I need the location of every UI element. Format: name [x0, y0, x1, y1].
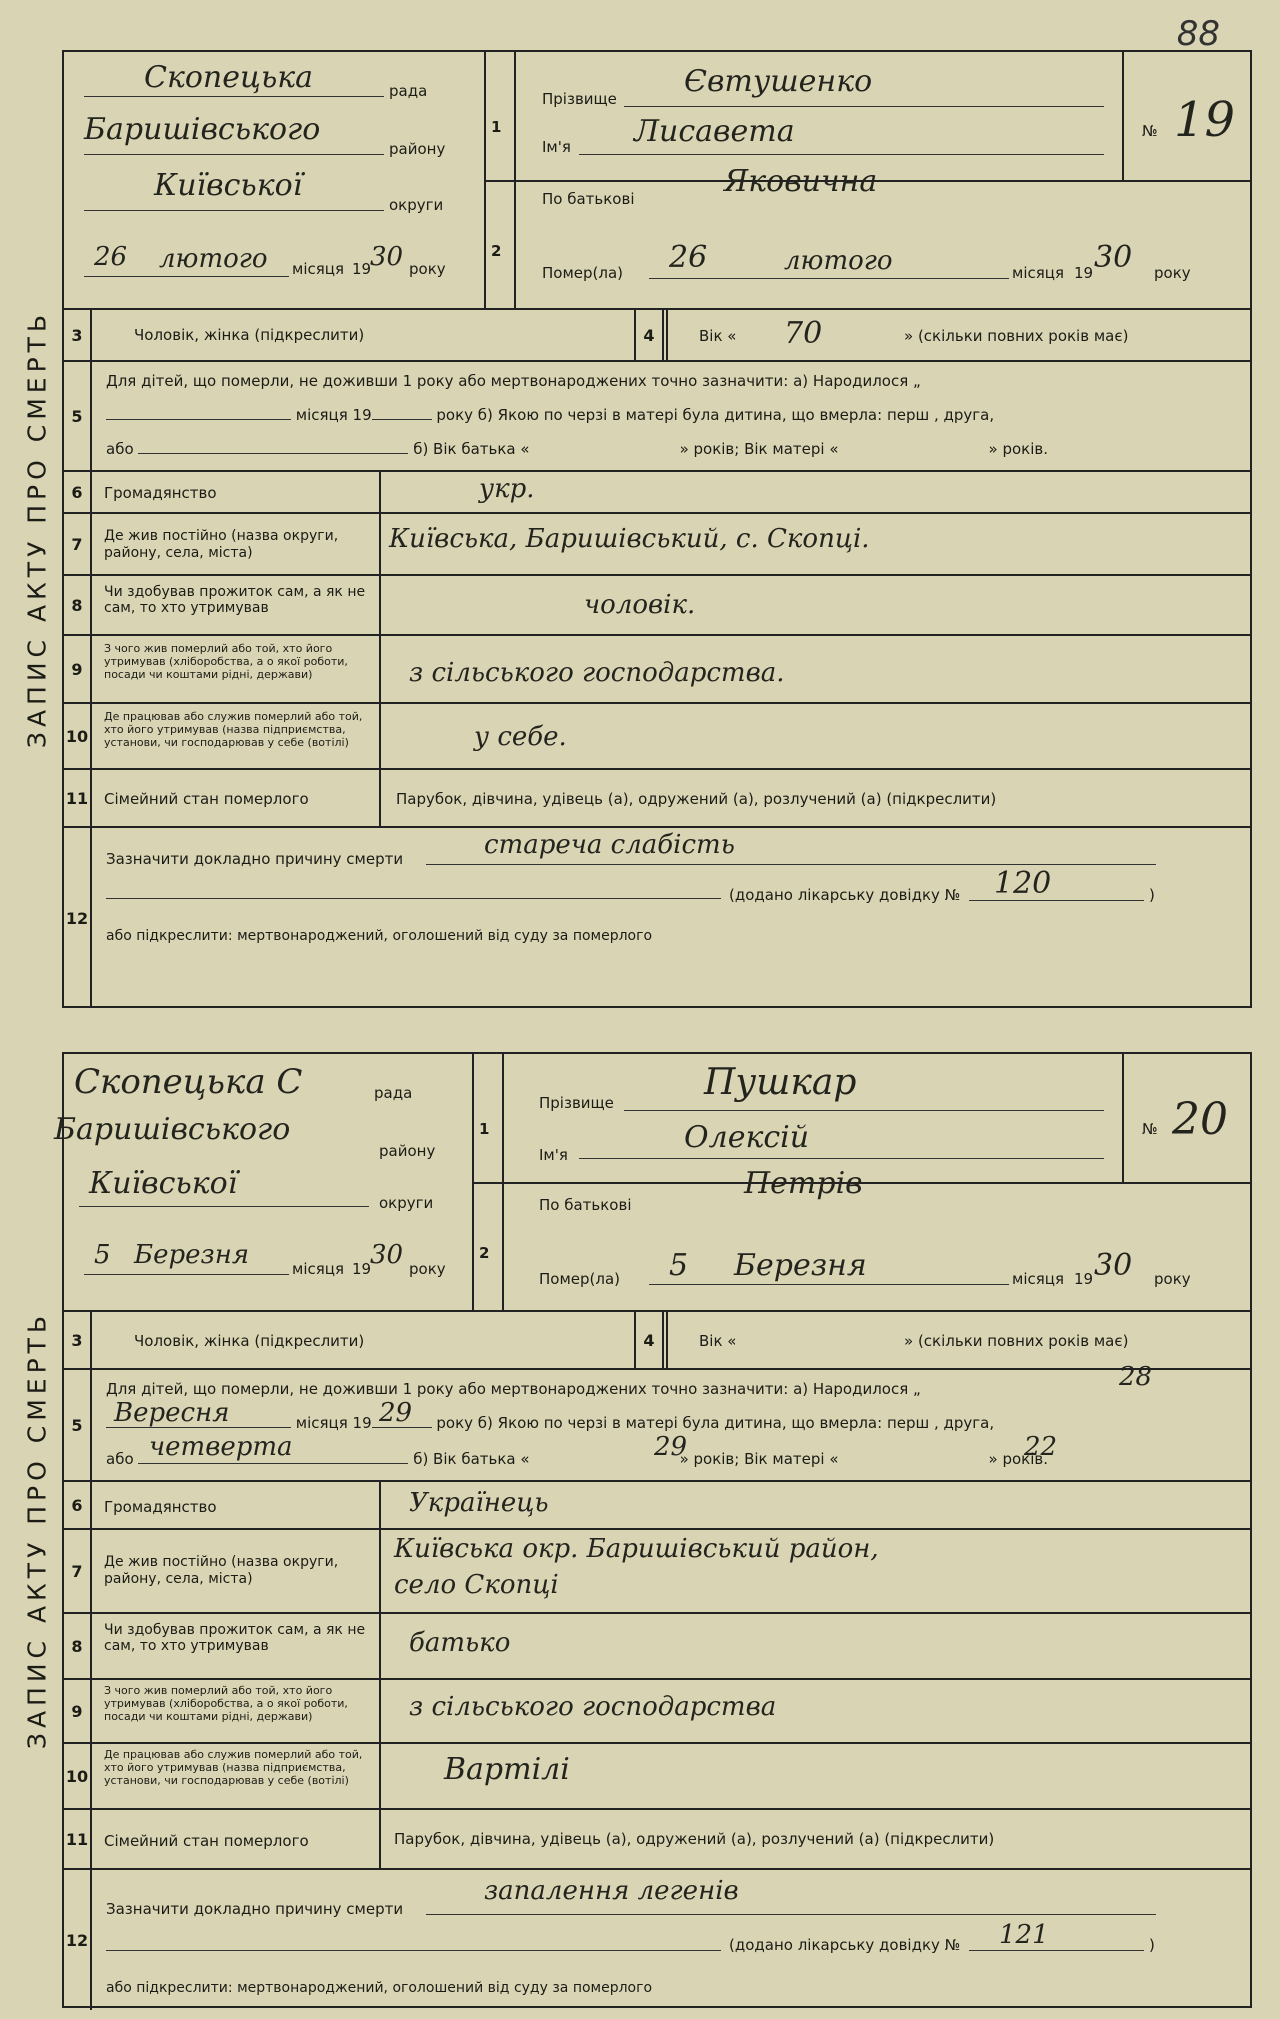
father-age: 29	[654, 1432, 688, 1462]
death-record-form-2	[12, 1052, 1252, 2008]
row-7-residence: 7 Де жив постійно (назва округи, району, села, міста) Київська окр. Баришівський район, село Скопці	[64, 1530, 1250, 1614]
row-11-marital: 11 Сімейний стан померлого Парубок, дівчина, удівець (а), одружений (а), розлучений (а) (підкреслити)	[64, 770, 1250, 828]
row-12-cause: 12 Зазначити докладно причину смерти запалення легенів (додано лікарську довідку № 121 ) або підкреслити: мертвонароджений, оголошений від суду за померлого	[64, 1870, 1250, 2010]
death-record-form-1	[12, 50, 1252, 1008]
mother-age: 22	[1024, 1432, 1058, 1462]
citizenship-value: укр.	[479, 474, 535, 504]
raion-value: Баришівського	[84, 112, 321, 147]
raion-value: Баришівського	[54, 1112, 291, 1147]
income-source-value: з сільського господарства.	[409, 658, 785, 688]
death-year: 30	[1094, 240, 1133, 275]
row-11-marital: 11 Сімейний стан померлого Парубок, дівчина, удівець (а), одружений (а), розлучений (а) (підкреслити)	[64, 1810, 1250, 1870]
rada-value: Скопецька С	[74, 1062, 303, 1102]
death-year: 30	[1094, 1248, 1133, 1283]
child-order: четверта	[149, 1432, 293, 1462]
record-number: 20	[1172, 1094, 1228, 1145]
okruha-value: Київської	[154, 168, 303, 203]
header-section: 1 2 Скопецька рада Баришівського району Київської округи 26 лютого місяця 19 30 року Прізвище Євтушенко Ім'я Лисавета По батькові Яковична № 19 Помер(ла) 26 лютого місяця 19 30 року	[64, 52, 1250, 310]
rada-value: Скопецька	[144, 60, 314, 95]
row-3-4: 3 Чоловік, жінка (підкреслити) 4 Вік « » (скільки повних років має)	[64, 1312, 1250, 1370]
death-month: лютого	[784, 246, 893, 276]
row-10-workplace: 10 Де працював або служив померлий або той, хто його утримував (назва підприємства, установи, чи господарював у себе (вотілі) у себе.	[64, 704, 1250, 770]
surname-value: Пушкар	[704, 1062, 857, 1103]
surname-value: Євтушенко	[684, 64, 873, 99]
reg-year: 30	[370, 1240, 404, 1270]
patronymic-value: Яковична	[724, 164, 878, 199]
header-section: 1 2 Скопецька С рада Баришівського району Київської округи 5 Березня місяця 19 30 року Прізвище Пушкар Ім'я Олексій По батькові Петрів № 20 Помер(ла) 5 Березня місяця 19 30 року	[64, 1054, 1250, 1312]
row-12-cause: 12 Зазначити докладно причину смерти стареча слабість (додано лікарську довідку № 120 ) або підкреслити: мертвонароджений, оголошений від суду за померлого	[64, 828, 1250, 1008]
residence-value-line-2: село Скопці	[394, 1570, 559, 1600]
residence-value: Київська, Баришівський, с. Скопці.	[389, 524, 870, 554]
reg-month: Березня	[134, 1240, 250, 1270]
row-7-residence: 7 Де жив постійно (назва округи, району, села, міста) Київська, Баришівський, с. Скопці.	[64, 514, 1250, 576]
name-value: Лисавета	[634, 114, 795, 149]
row-8-support: 8 Чи здобував прожиток сам, а як не сам, то хто утримував батько	[64, 1614, 1250, 1680]
residence-value: Київська окр. Баришівський район,	[394, 1534, 879, 1564]
certificate-number: 121	[999, 1920, 1049, 1950]
okruha-value: Київської	[89, 1166, 238, 1201]
reg-day: 26	[94, 242, 128, 272]
row-3-4: 3 Чоловік, жінка (підкреслити) 4 Вік « 70 » (скільки повних років має)	[64, 310, 1250, 362]
vertical-title: ЗАПИС АКТУ ПРО СМЕРТЬ	[22, 1310, 52, 1750]
reg-year: 30	[370, 242, 404, 272]
name-value: Олексій	[684, 1120, 810, 1155]
row-5-children: 5 Для дітей, що померли, не доживши 1 року або мертвонароджених точно зазначити: а) Народилося „ місяця 19 року б) Якою по черзі в матері була дитина, що вмерла: перш , друга, або б) Вік батька « » років; Вік матері « » років.	[64, 362, 1250, 472]
row-9-income: 9 З чого жив померлий або той, хто його утримував (хліборобства, а о якої роботи, посади чи коштами рідні, держави) з сільського господарства	[64, 1680, 1250, 1744]
cause-of-death-value: стареча слабість	[484, 830, 735, 860]
supported-by-value: батько	[409, 1628, 511, 1658]
child-born-month: Вересня	[114, 1398, 230, 1428]
patronymic-value: Петрів	[744, 1166, 863, 1201]
death-day: 26	[669, 240, 708, 275]
row-6-citizenship: 6 Громадянство Українець	[64, 1482, 1250, 1530]
row-6-citizenship: 6 Громадянство укр.	[64, 472, 1250, 514]
row-9-income: 9 З чого жив померлий або той, хто його утримував (хліборобства, а о якої роботи, посади чи коштами рідні, держави) з сільського господарства.	[64, 636, 1250, 704]
citizenship-value: Українець	[409, 1488, 549, 1518]
death-month: Березня	[734, 1248, 867, 1283]
certificate-number: 120	[994, 866, 1052, 901]
workplace-value: Вартілі	[444, 1752, 570, 1787]
row-5-children: 5 Для дітей, що померли, не доживши 1 року або мертвонароджених точно зазначити: а) Народилося „ 28 Вересня місяця 19 року б) Якою по черзі в матері була дитина, що вмерла: перш , друга, 29 четверта або б) Вік батька « » років; Вік матері « » років. 29 22	[64, 1370, 1250, 1482]
row-8-support: 8 Чи здобував прожиток сам, а як не сам, то хто утримував чоловік.	[64, 576, 1250, 636]
record-number: 19	[1174, 92, 1236, 148]
row-10-workplace: 10 Де працював або служив померлий або той, хто його утримував (назва підприємства, установи, чи господарював у себе (вотілі) Вартілі	[64, 1744, 1250, 1810]
death-day: 5	[669, 1248, 689, 1283]
reg-month: лютого	[159, 244, 268, 274]
child-born-day: 28	[1119, 1362, 1153, 1392]
supported-by-value: чоловік.	[584, 590, 696, 620]
income-source-value: з сільського господарства	[409, 1692, 777, 1722]
page-number: 88	[1176, 14, 1220, 54]
age-value: 70	[784, 316, 823, 351]
vertical-title: ЗАПИС АКТУ ПРО СМЕРТЬ	[22, 309, 52, 749]
child-born-year: 29	[379, 1398, 413, 1428]
reg-day: 5	[94, 1240, 111, 1270]
workplace-value: у себе.	[474, 722, 567, 752]
cause-of-death-value: запалення легенів	[484, 1876, 739, 1906]
